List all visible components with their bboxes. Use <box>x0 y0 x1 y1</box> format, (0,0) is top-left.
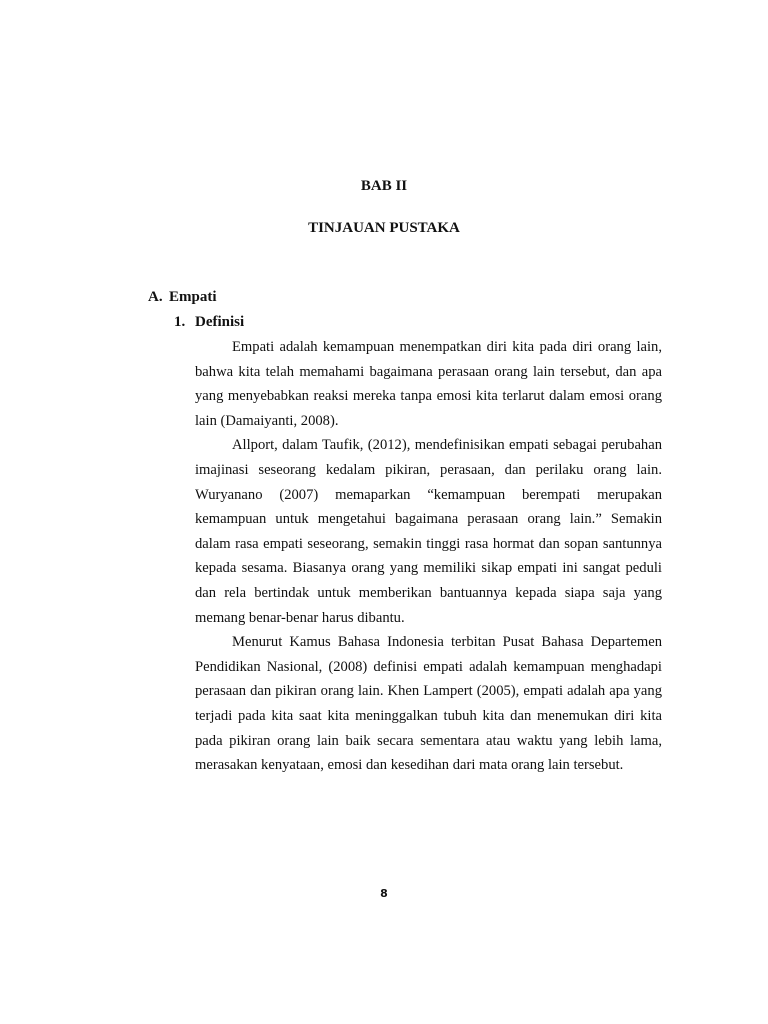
body-text <box>195 335 662 778</box>
section-heading <box>148 289 217 306</box>
chapter-title: TINJAUAN PUSTAKA <box>308 220 460 236</box>
paragraph: Allport, dalam Taufik, (2012), mendefinisikan empati sebagai perubahan imajinasi seseorang kedalam pikiran, perasaan, dan perilaku orang lain. Wuryanano (2007) memaparkan “kemampuan berempati merupakan kemampuan untuk mengetahui bagaimana perasaan orang lain.” Semakin dalam rasa empati seseorang, semakin tinggi rasa hormat dan sopan santunnya kepada sesama. Biasanya orang yang memiliki sikap empati ini sangat peduli dan rela bertindak untuk memberikan bantuannya kepada siapa saja yang memang benar-benar harus dibantu. <box>195 437 662 626</box>
page-number: 8 <box>380 887 388 900</box>
paragraph: Menurut Kamus Bahasa Indonesia terbitan Pusat Bahasa Departemen Pendidikan Nasional, (2008) definisi empati adalah kemampuan menghadapi perasaan dan pikiran orang lain. Khen Lampert (2005), empati adalah apa yang terjadi pada kita saat kita meninggalkan tubuh kita dan menemukan diri kita pada pikiran orang lain baik secara sementara atau waktu yang lebih lama, merasakan kenyataan, emosi dan kesedihan dari mata orang lain tersebut. <box>195 634 662 774</box>
paragraph: Empati adalah kemampuan menempatkan diri kita pada diri orang lain, bahwa kita telah memahami bagaimana perasaan orang lain tersebut, dan apa yang menyebabkan reaksi mereka tanpa emosi kita terlarut dalam emosi orang lain (Damaiyanti, 2008). <box>195 339 662 429</box>
subsection-title: Definisi <box>195 314 245 330</box>
section-marker: A. <box>148 289 163 305</box>
chapter-heading: BAB II <box>360 178 408 194</box>
section-title: Empati <box>169 289 217 305</box>
subsection-marker: 1. <box>174 314 186 330</box>
subsection-heading <box>174 314 244 331</box>
